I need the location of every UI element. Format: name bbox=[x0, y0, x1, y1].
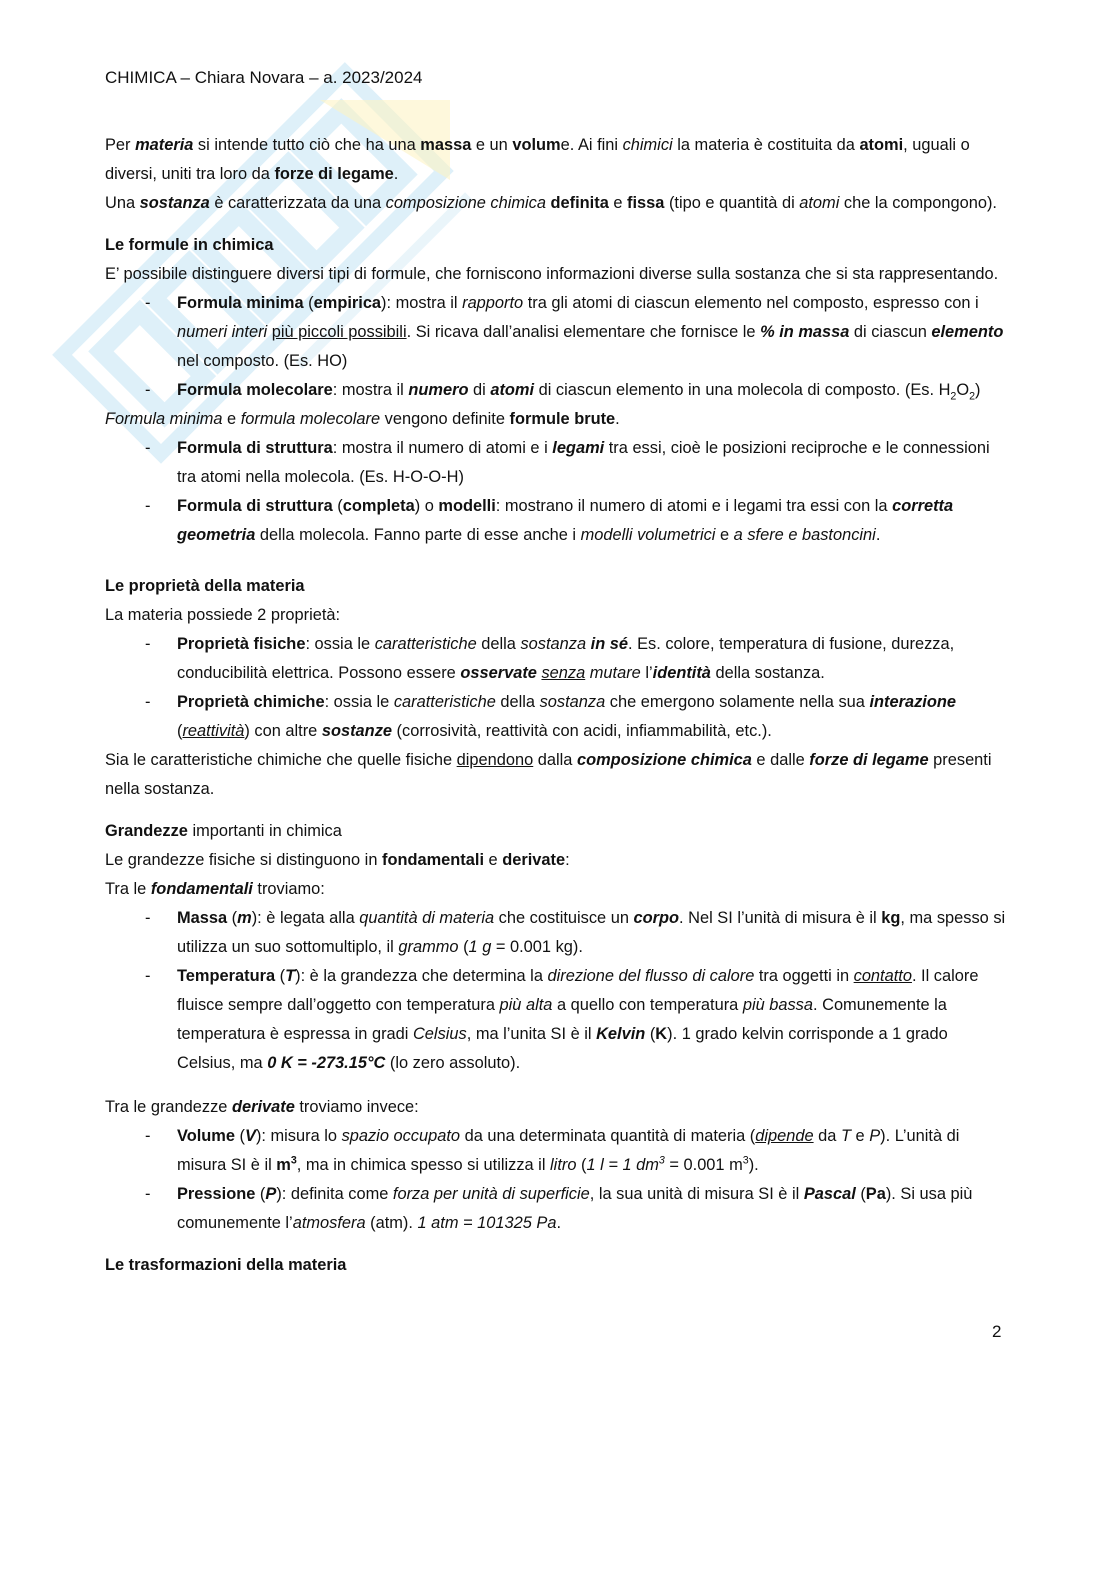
text-run: , uguali o diversi, uniti tra loro da bbox=[105, 136, 970, 183]
text-run: ): è la grandezza che determina la bbox=[295, 967, 548, 985]
text-run: Le proprietà della materia bbox=[105, 577, 305, 595]
text-run: fondamentali bbox=[382, 851, 484, 869]
text-run: definita bbox=[550, 194, 609, 212]
text-run: ): è legata alla bbox=[251, 909, 360, 927]
text-run: di bbox=[468, 381, 491, 399]
text-run: % in massa bbox=[760, 323, 850, 341]
paragraph bbox=[105, 189, 1010, 218]
text-run: grammo bbox=[398, 938, 459, 956]
text-run: troviamo invece: bbox=[294, 1098, 419, 1116]
text-run: atomi bbox=[799, 194, 840, 212]
text-run: e bbox=[484, 851, 503, 869]
text-run: della molecola. Fanno parte di esse anche i bbox=[255, 526, 581, 544]
bullet-dash: - bbox=[145, 381, 151, 399]
page-number: 2 bbox=[992, 1322, 1002, 1341]
paragraph bbox=[105, 1093, 1010, 1122]
text-run: V bbox=[245, 1127, 256, 1145]
text-run: : bbox=[565, 851, 570, 869]
text-run: (lo zero assoluto). bbox=[385, 1054, 521, 1072]
text-run: Le trasformazioni della materia bbox=[105, 1256, 347, 1274]
text-run: ): mostra il bbox=[381, 294, 463, 312]
text-run: Massa bbox=[177, 909, 228, 927]
text-run: reattività bbox=[182, 722, 245, 740]
text-run: (corrosività, reattività con acidi, infiammabilità, etc.). bbox=[392, 722, 772, 740]
bullet-dash: - bbox=[145, 693, 151, 711]
text-run: formula molecolare bbox=[240, 410, 381, 428]
text-run: , la sua unità di misura SI è il bbox=[589, 1185, 804, 1203]
text-run: di ciascun bbox=[849, 323, 932, 341]
text-run: forze di legame bbox=[274, 165, 394, 183]
bullet-dash: - bbox=[145, 1127, 151, 1145]
text-run: empirica bbox=[313, 294, 382, 312]
text-run: . Es. colore, temperatura di fusione, durezza, conducibilità elettrica. Possono essere bbox=[177, 635, 955, 682]
page-header: CHIMICA – Chiara Novara – a. 2023/2024 bbox=[105, 68, 423, 87]
text-run: Grandezze bbox=[105, 822, 188, 840]
text-run: . bbox=[393, 165, 399, 183]
text-run: Tra le grandezze bbox=[105, 1098, 232, 1116]
bullet-item bbox=[105, 630, 1010, 688]
text-run: da una determinata quantità di materia ( bbox=[460, 1127, 756, 1145]
text-run: e un bbox=[471, 136, 513, 154]
text-run: dipende bbox=[755, 1127, 814, 1145]
text-run: che la compongono). bbox=[839, 194, 997, 212]
text-run: osservate bbox=[460, 664, 537, 682]
text-run: Formula minima bbox=[177, 294, 304, 312]
bullet-dash: - bbox=[145, 967, 151, 985]
text-run: sostanze bbox=[321, 722, 392, 740]
text-run: ) o bbox=[414, 497, 439, 515]
text-run: più piccoli possibili bbox=[271, 323, 407, 341]
text-run: a sfere e bastoncini bbox=[733, 526, 876, 544]
text-run: composizione chimica bbox=[385, 194, 546, 212]
text-run: e bbox=[608, 194, 628, 212]
text-run: Una bbox=[105, 194, 140, 212]
paragraph bbox=[105, 746, 1010, 804]
text-run: atomi bbox=[859, 136, 904, 154]
text-run: interazione bbox=[869, 693, 956, 711]
bullet-dash: - bbox=[145, 635, 151, 653]
text-run: ). 1 grado kelvin corrisponde a 1 grado Celsius, ma bbox=[177, 1025, 948, 1072]
text-run: sostanza bbox=[539, 693, 606, 711]
document-body bbox=[105, 131, 1010, 1280]
text-run: formule brute bbox=[509, 410, 616, 428]
bullet-item bbox=[105, 1180, 1010, 1238]
text-run: : mostra il bbox=[332, 381, 409, 399]
text-run: 3 bbox=[658, 1154, 665, 1167]
text-run: La materia possiede 2 proprietà: bbox=[105, 606, 341, 624]
text-run: Pascal bbox=[803, 1185, 856, 1203]
text-run: 1 l = 1 dm bbox=[586, 1156, 659, 1174]
section-heading bbox=[105, 1251, 1010, 1280]
text-run: numeri interi bbox=[177, 323, 268, 341]
text-run: che costituisce un bbox=[494, 909, 634, 927]
text-run: Pressione bbox=[177, 1185, 256, 1203]
text-run: Formula molecolare bbox=[177, 381, 333, 399]
text-run: importanti in chimica bbox=[187, 822, 342, 840]
text-run: volum bbox=[512, 136, 561, 154]
text-run: Formula di struttura bbox=[177, 439, 333, 457]
text-run: direzione del flusso di calore bbox=[547, 967, 755, 985]
text-run: , ma spesso si utilizza un suo sottomultiplo, il bbox=[177, 909, 1006, 956]
bullet-dash: - bbox=[145, 909, 151, 927]
text-run: numero bbox=[408, 381, 469, 399]
text-run: derivate bbox=[502, 851, 566, 869]
text-run: ( bbox=[177, 722, 183, 740]
text-run: : ossia le bbox=[305, 635, 375, 653]
text-run: senza bbox=[541, 664, 586, 682]
text-run: chimici bbox=[622, 136, 673, 154]
text-run: elemento bbox=[931, 323, 1004, 341]
text-run: si intende tutto ciò che ha una bbox=[193, 136, 421, 154]
text-run: ). bbox=[748, 1156, 759, 1174]
text-run: Pa bbox=[865, 1185, 886, 1203]
bullet-item bbox=[105, 492, 1010, 550]
paragraph bbox=[105, 131, 1010, 189]
text-run: corpo bbox=[633, 909, 680, 927]
section-heading bbox=[105, 817, 1010, 846]
text-run: fondamentali bbox=[150, 880, 253, 898]
text-run: l’ bbox=[640, 664, 653, 682]
paragraph bbox=[105, 405, 1010, 434]
text-run: della bbox=[476, 635, 521, 653]
text-run: , ma l’unita SI è il bbox=[466, 1025, 597, 1043]
text-run: Le formule in chimica bbox=[105, 236, 274, 254]
text-run: Kelvin bbox=[596, 1025, 646, 1043]
text-run: ). L’unità di misura SI è il bbox=[177, 1127, 960, 1174]
text-run: completa bbox=[342, 497, 415, 515]
text-run: ( bbox=[332, 497, 343, 515]
text-run: ( bbox=[255, 1185, 266, 1203]
text-run: modelli volumetrici bbox=[580, 526, 716, 544]
bullet-dash: - bbox=[145, 1185, 151, 1203]
text-run: P bbox=[265, 1185, 277, 1203]
bullet-dash: - bbox=[145, 294, 151, 312]
text-run: forze di legame bbox=[809, 751, 929, 769]
text-run: materia bbox=[135, 136, 194, 154]
text-run: . bbox=[556, 1214, 562, 1232]
text-run: della sostanza. bbox=[710, 664, 825, 682]
text-run: K bbox=[655, 1025, 668, 1043]
text-run: e bbox=[222, 410, 241, 428]
section-heading bbox=[105, 231, 1010, 260]
paragraph bbox=[105, 875, 1010, 904]
text-run: 2 bbox=[950, 390, 957, 403]
text-run: Temperatura bbox=[177, 967, 276, 985]
text-run: di ciascun elemento in una molecola di composto. (Es. H bbox=[534, 381, 951, 399]
text-run: atomi bbox=[490, 381, 535, 399]
section-heading bbox=[105, 572, 1010, 601]
text-run: della bbox=[495, 693, 540, 711]
bullet-item bbox=[105, 1122, 1010, 1180]
text-run: O bbox=[956, 381, 970, 399]
text-run: sostanza bbox=[520, 635, 587, 653]
bullet-item bbox=[105, 904, 1010, 962]
bullet-dash: - bbox=[145, 439, 151, 457]
text-run: dipendono bbox=[456, 751, 534, 769]
text-run: 3 bbox=[290, 1154, 297, 1167]
text-run: contatto bbox=[853, 967, 912, 985]
text-run: ) bbox=[975, 381, 981, 399]
bullet-item bbox=[105, 289, 1010, 376]
text-run: = 0.001 kg). bbox=[491, 938, 583, 956]
text-run: troviamo: bbox=[252, 880, 325, 898]
text-run: caratteristiche bbox=[393, 693, 496, 711]
text-run: atmosfera bbox=[292, 1214, 366, 1232]
text-run: 3 bbox=[742, 1154, 749, 1167]
text-run: 1 atm = 101325 Pa bbox=[417, 1214, 557, 1232]
text-run: litro bbox=[550, 1156, 577, 1174]
text-run: . Nel SI l’unità di misura è il bbox=[679, 909, 882, 927]
bullet-item bbox=[105, 962, 1010, 1078]
text-run: : mostra il numero di atomi e i bbox=[332, 439, 553, 457]
text-run: Tra le bbox=[105, 880, 151, 898]
paragraph bbox=[105, 846, 1010, 875]
text-run: ( bbox=[227, 909, 238, 927]
text-run: in sé bbox=[590, 635, 628, 653]
text-run: ). Si usa più comunemente l’ bbox=[177, 1185, 973, 1232]
text-run: ): definita come bbox=[276, 1185, 393, 1203]
text-run: fissa bbox=[627, 194, 665, 212]
text-run: T bbox=[840, 1127, 851, 1145]
text-run: ) con altre bbox=[244, 722, 322, 740]
text-run: Volume bbox=[177, 1127, 235, 1145]
text-run: ): misura lo bbox=[255, 1127, 342, 1145]
text-run: massa bbox=[420, 136, 472, 154]
text-run: ( bbox=[275, 967, 286, 985]
text-run: presenti nella sostanza. bbox=[105, 751, 992, 798]
bullet-dash: - bbox=[145, 497, 151, 515]
bullet-item bbox=[105, 434, 1010, 492]
text-run: : ossia le bbox=[324, 693, 394, 711]
text-run: e dalle bbox=[751, 751, 810, 769]
text-run: caratteristiche bbox=[374, 635, 477, 653]
text-run: nel composto. (Es. HO) bbox=[177, 352, 348, 370]
text-run: corretta geometria bbox=[177, 497, 954, 544]
text-run: tra essi, cioè le posizioni reciproche e le connessioni tra atomi nella molecola. (Es. H-O-O-H) bbox=[177, 439, 990, 486]
text-run: Sia le caratteristiche chimiche che quelle fisiche bbox=[105, 751, 457, 769]
text-run: e bbox=[715, 526, 734, 544]
text-run: Per bbox=[105, 136, 136, 154]
text-run: . Comunemente la temperatura è espressa in gradi bbox=[177, 996, 947, 1043]
text-run: quantità di materia bbox=[359, 909, 495, 927]
text-run: 0 K = -273.15°C bbox=[267, 1054, 386, 1072]
text-run: forza per unità di superficie bbox=[392, 1185, 590, 1203]
paragraph bbox=[105, 601, 1010, 630]
text-run: derivate bbox=[231, 1098, 295, 1116]
text-run: ( bbox=[458, 938, 469, 956]
text-run: la materia è costituita da bbox=[672, 136, 860, 154]
text-run: sostanza bbox=[139, 194, 210, 212]
text-run: spazio occupato bbox=[341, 1127, 461, 1145]
text-run: dalla bbox=[533, 751, 577, 769]
paragraph bbox=[105, 260, 1010, 289]
text-run: tra gli atomi di ciascun elemento nel composto, espresso con i bbox=[523, 294, 979, 312]
text-run: mutare bbox=[589, 664, 641, 682]
text-run: 1 g bbox=[468, 938, 492, 956]
text-run: = 0.001 m bbox=[664, 1156, 743, 1174]
text-run: (atm). bbox=[365, 1214, 418, 1232]
bullet-item bbox=[105, 376, 1010, 405]
text-run: Proprietà chimiche bbox=[177, 693, 325, 711]
text-run: kg bbox=[881, 909, 901, 927]
text-run: ( bbox=[645, 1025, 656, 1043]
bullet-item bbox=[105, 688, 1010, 746]
text-run: ( bbox=[576, 1156, 587, 1174]
text-run: più bassa bbox=[742, 996, 813, 1014]
text-run: ( bbox=[234, 1127, 245, 1145]
text-run: . Si ricava dall’analisi elementare che fornisce le bbox=[406, 323, 761, 341]
text-run: e. Ai fini bbox=[560, 136, 623, 154]
text-run: a quello con temperatura bbox=[552, 996, 743, 1014]
text-run: P bbox=[869, 1127, 881, 1145]
text-run: m bbox=[276, 1156, 291, 1174]
text-run: (tipo e quantità di bbox=[664, 194, 800, 212]
text-run: : mostrano il numero di atomi e i legami tra essi con la bbox=[495, 497, 893, 515]
text-run: identità bbox=[652, 664, 711, 682]
text-run: Proprietà fisiche bbox=[177, 635, 306, 653]
text-run: , ma in chimica spesso si utilizza il bbox=[296, 1156, 551, 1174]
text-run: ( bbox=[303, 294, 314, 312]
text-run: Celsius bbox=[412, 1025, 467, 1043]
text-run: è caratterizzata da una bbox=[209, 194, 386, 212]
text-run: Formula minima bbox=[105, 410, 223, 428]
text-run: vengono definite bbox=[380, 410, 510, 428]
text-run: Le grandezze fisiche si distinguono in bbox=[105, 851, 382, 869]
text-run: m bbox=[237, 909, 252, 927]
text-run: e bbox=[850, 1127, 870, 1145]
text-run: modelli bbox=[438, 497, 496, 515]
text-run: . bbox=[615, 410, 620, 428]
text-run: . Il calore fluisce sempre dall’oggetto con temperatura bbox=[177, 967, 979, 1014]
text-run: T bbox=[285, 967, 296, 985]
text-run: rapporto bbox=[462, 294, 524, 312]
text-run: tra oggetti in bbox=[754, 967, 854, 985]
text-run: . bbox=[875, 526, 881, 544]
text-run: E’ possibile distinguere diversi tipi di formule, che forniscono informazioni diverse sulla sostanza che si sta rappresentando. bbox=[105, 265, 999, 283]
text-run: più alta bbox=[499, 996, 553, 1014]
text-run: Formula di struttura bbox=[177, 497, 333, 515]
text-run: legami bbox=[552, 439, 605, 457]
text-run: che emergono solamente nella sua bbox=[605, 693, 870, 711]
text-run: 2 bbox=[969, 390, 976, 403]
text-run: composizione chimica bbox=[576, 751, 752, 769]
text-run: da bbox=[813, 1127, 841, 1145]
text-run: ( bbox=[855, 1185, 866, 1203]
